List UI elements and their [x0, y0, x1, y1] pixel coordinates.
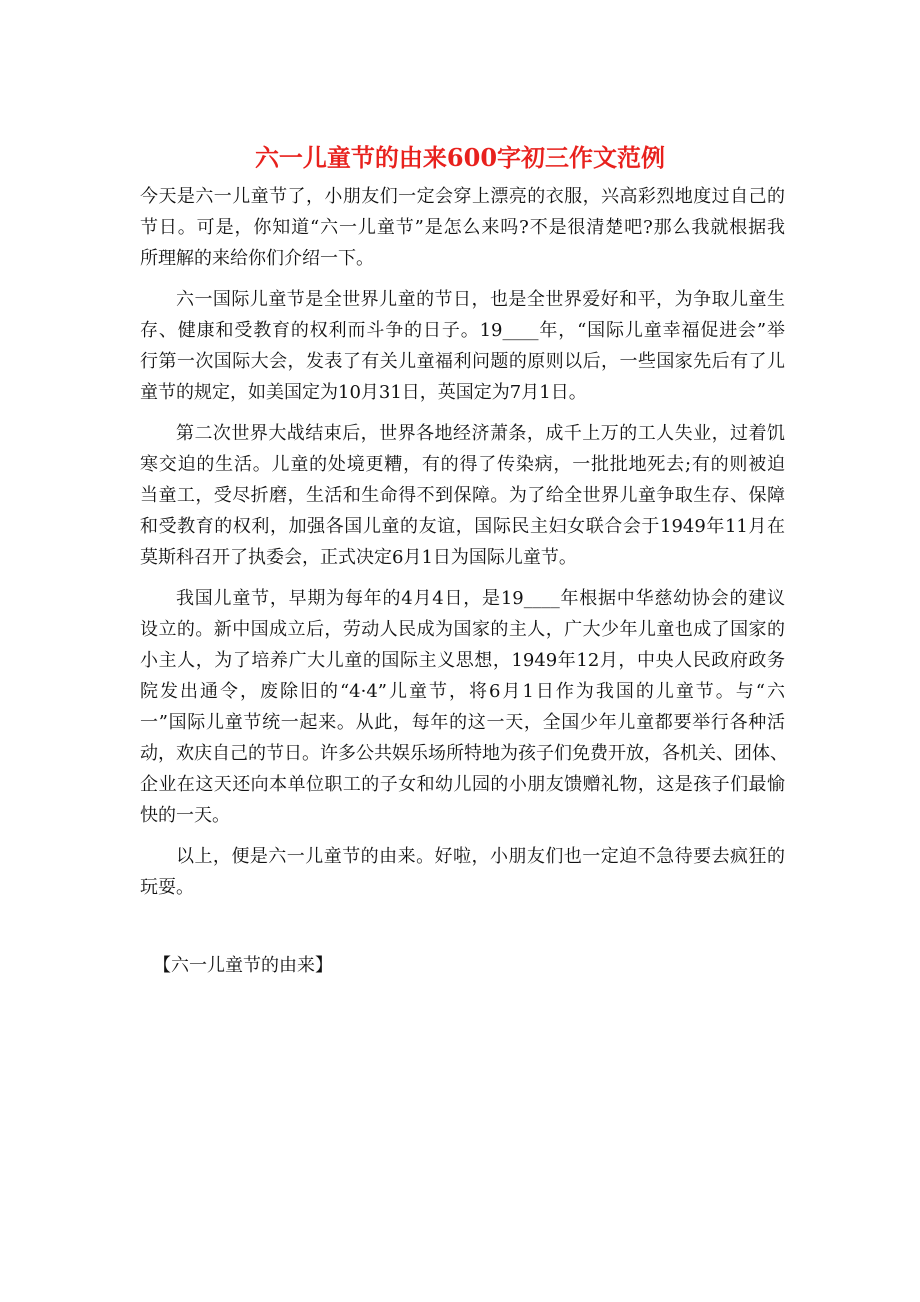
paragraph-post-war: [140, 418, 785, 573]
document-title: 六一儿童节的由来600字初三作文范例: [254, 143, 666, 172]
text-line: 行第一次国际大会，发表了有关儿童福利问题的原则以后，一些国家先后有了儿: [140, 351, 785, 372]
text-line: 所理解的来给你们介绍一下。: [140, 248, 374, 269]
text-line: 玩耍。: [140, 877, 194, 898]
text-line: 小主人，为了培养广大儿童的国际主义思想，1949年12月，中央人民政府政务: [140, 650, 785, 671]
text-line: 存、健康和受教育的权利而斗争的日子。19____年，“国际儿童幸福促进会”举: [140, 320, 785, 341]
text-line: 童节的规定，如美国定为10月31日，英国定为7月1日。: [140, 382, 587, 403]
text-line: 动，欢庆自己的节日。许多公共娱乐场所特地为孩子们免费开放，各机关、团体、: [140, 743, 788, 764]
text-line: 企业在这天还向本单位职工的子女和幼儿园的小朋友馈赠礼物，这是孩子们最愉: [140, 774, 785, 795]
text-line: 第二次世界大战结束后，世界各地经济萧条，成千上万的工人失业，过着饥: [176, 423, 785, 444]
paragraph-intro: [140, 181, 785, 274]
text-line: 我国儿童节，早期为每年的4月4日，是19____年根据中华慈幼协会的建议: [176, 588, 785, 609]
text-line: 莫斯科召开了执委会，正式决定6月1日为国际儿童节。: [140, 547, 577, 568]
text-line: 寒交迫的生活。儿童的处境更糟，有的得了传染病，一批批地死去;有的则被迫: [140, 454, 785, 475]
text-line: 院发出通令，废除旧的“4·4”儿童节，将6月1日作为我国的儿童节。与“六: [140, 681, 785, 702]
text-line: 当童工，受尽折磨，生活和生命得不到保障。为了给全世界儿童争取生存、保障: [140, 485, 785, 506]
text-line: 节日。可是，你知道“六一儿童节”是怎么来吗?不是很清楚吧?那么我就根据我: [140, 217, 785, 238]
paragraph-conclusion: [140, 841, 785, 903]
text-line: 今天是六一儿童节了，小朋友们一定会穿上漂亮的衣服，兴高彩烈地度过自己的: [140, 186, 785, 207]
text-line: 设立的。新中国成立后，劳动人民成为国家的主人，广大少年儿童也成了国家的: [140, 619, 785, 640]
text-line: 和受教育的权利，加强各国儿童的友谊，国际民主妇女联合会于1949年11月在: [140, 516, 785, 537]
text-line: 以上，便是六一儿童节的由来。好啦，小朋友们也一定迫不急待要去疯狂的: [176, 846, 785, 867]
text-line: 快的一天。: [140, 805, 230, 826]
paragraph-china: [140, 583, 788, 831]
text-line: 一”国际儿童节统一起来。从此，每年的这一天，全国少年儿童都要举行各种活: [140, 712, 785, 733]
paragraph-international-origin: [140, 284, 785, 408]
text-line: 六一国际儿童节是全世界儿童的节日，也是全世界爱好和平，为争取儿童生: [176, 289, 785, 310]
document-body: [140, 181, 788, 913]
footer-tag: 【六一儿童节的由来】: [153, 955, 333, 976]
